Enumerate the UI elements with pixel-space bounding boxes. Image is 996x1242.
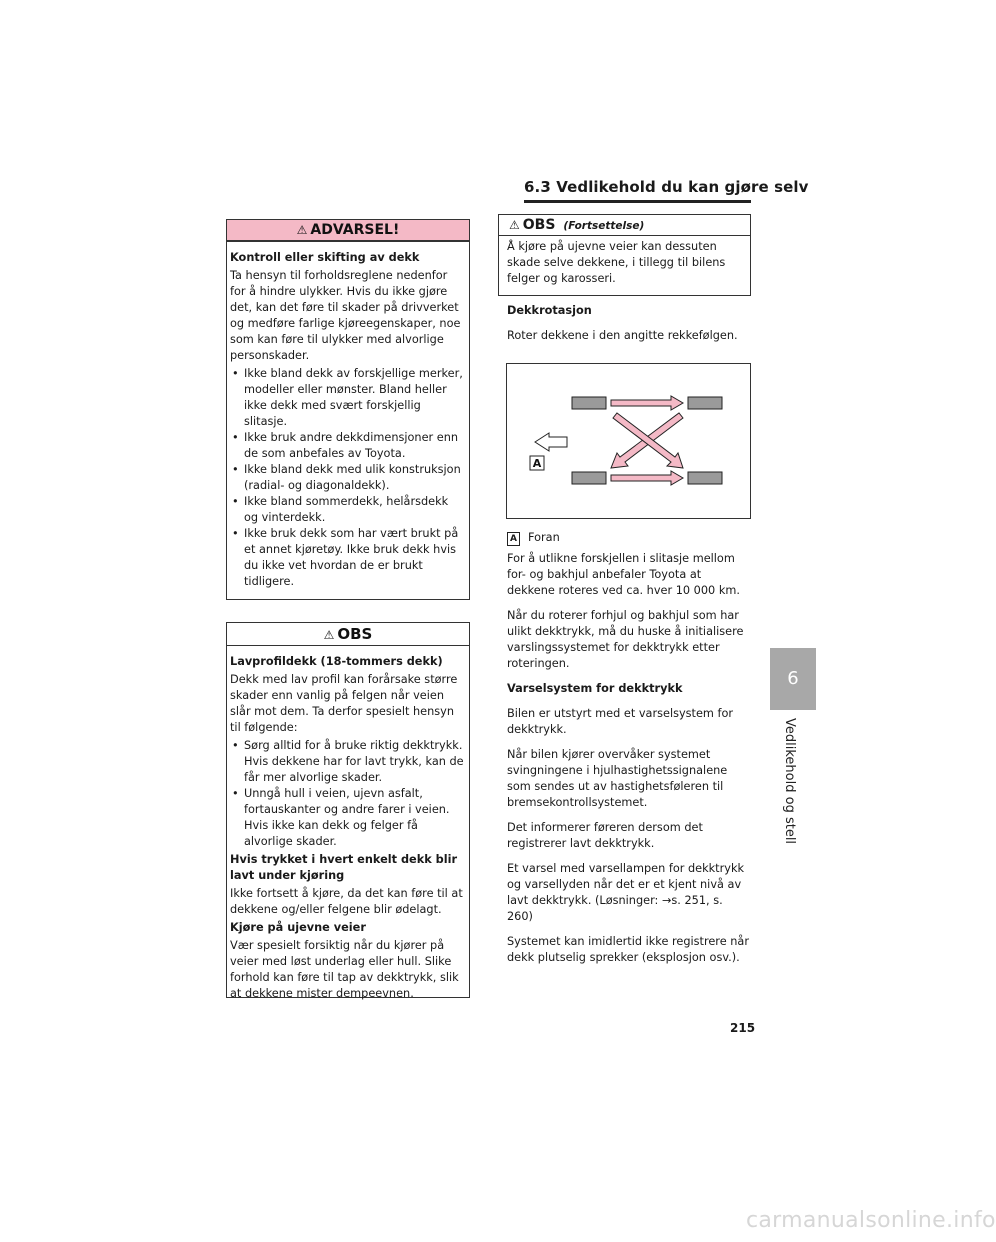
list-item: • Ikke bruk dekk som har vært brukt på et annet kjøretøy. Ikke bruk dekk hvis du ikke vet hvordan de er brukt tidligere. — [230, 526, 465, 590]
rotation-diagram — [507, 364, 750, 518]
arrow-front-to-rear-right — [611, 471, 683, 485]
page-number: 215 — [730, 1021, 756, 1035]
rotation-heading: Dekkrotasjon — [507, 304, 592, 317]
rear-right-tire — [688, 472, 722, 484]
obs-subheading-2: Hvis trykket i hvert enkelt dekk blir lavt under kjøring — [230, 853, 458, 882]
chapter-tab[interactable]: 6 — [770, 648, 816, 710]
obs-continued-box — [498, 214, 751, 296]
obs-continued-header — [499, 215, 750, 236]
obs-paragraph-1: Dekk med lav profil kan forårsake større skader enn vanlig på felgen når veien slår mot dem. Ta derfor spesielt hensyn til følgende: — [230, 673, 458, 734]
legend-text: Foran — [528, 531, 560, 544]
warning-triangle-icon: ⚠ — [296, 223, 308, 237]
legend-label: A — [507, 532, 520, 546]
paragraph: Det informerer føreren dersom det registrerer lavt dekktrykk. — [507, 821, 703, 850]
arrow-front-to-rear-left — [611, 396, 683, 410]
warning-subheading: Kontroll eller skifting av dekk — [230, 251, 420, 264]
chapter-label: Vedlikehold og stell — [782, 718, 797, 845]
warning-system-heading: Varselsystem for dekktrykk — [507, 682, 683, 695]
warning-intro: Ta hensyn til forholdsreglene nedenfor for å hindre ulykker. Hvis du ikke gjøre det, kan det føre til skader på drivverket og medføre farlige kjøreegenskaper, noe som kan føre til ulykker med alvorlige personskader. — [230, 269, 461, 362]
figure-label: A — [532, 457, 542, 470]
section-title: 6.3 Vedlikehold du kan gjøre selv — [524, 178, 809, 196]
obs-bullets — [230, 738, 465, 850]
warning-header — [227, 220, 469, 242]
rear-left-tire — [688, 397, 722, 409]
chapter-label-wrapper — [781, 718, 797, 868]
paragraph: Når du roterer forhjul og bakhjul som har ulikt dekktrykk, må du huske å initialisere varslingssystemet for dekktrykk etter roteringen. — [507, 609, 744, 670]
header-rule — [524, 200, 751, 203]
rotation-text: Roter dekkene i den angitte rekkefølgen. — [507, 329, 738, 342]
paragraph: Et varsel med varsellampen for dekktrykk og varsellyden når det er et kjent nivå av lavt dekktrykk. (Løsninger: →s. 251, s. 260) — [507, 862, 745, 923]
paragraph: Bilen er utstyrt med et varselsystem for dekktrykk. — [507, 707, 734, 736]
warning-heading: ADVARSEL! — [310, 222, 400, 238]
paragraph: Systemet kan imidlertid ikke registrere når dekk plutselig sprekker (eksplosjon osv.). — [507, 935, 749, 964]
obs-paragraph-2: Ikke fortsett å kjøre, da det kan føre til at dekkene og/eller felgene blir ødelagt. — [230, 887, 463, 916]
tire-text-column — [507, 551, 752, 975]
warning-bullets — [230, 366, 465, 590]
front-left-tire — [572, 397, 606, 409]
obs-box — [226, 622, 470, 998]
rotation-section — [507, 303, 752, 353]
obs-continued-text: Å kjøre på ujevne veier kan dessuten skade selve dekkene, i tillegg til bilens felger og karosseri. — [507, 240, 726, 285]
warning-box — [226, 219, 470, 600]
list-item: • Ikke bland dekk med ulik konstruksjon (radial- og diagonaldekk). — [230, 462, 465, 494]
paragraph: Når bilen kjører overvåker systemet svingningene i hjulhastighetssignalene som sendes ut av hastighetsføleren til bremsekontrollsystemet. — [507, 748, 728, 809]
watermark: carmanualsonline.info — [746, 1208, 996, 1233]
legend — [507, 530, 560, 546]
list-item: • Unngå hull i veien, ujevn asfalt, fortauskanter og andre farer i veien. Hvis ikke kan dekk og felger få alvorlige skader. — [230, 786, 465, 850]
continued-label: (Fortsettelse) — [563, 220, 645, 232]
obs-subheading-3: Kjøre på ujevne veier — [230, 921, 366, 934]
obs-subheading-1: Lavprofildekk (18-tommers dekk) — [230, 655, 443, 668]
list-item: • Ikke bruk andre dekkdimensjoner enn de som anbefales av Toyota. — [230, 430, 465, 462]
obs-paragraph-3: Vær spesielt forsiktig når du kjører på veier med løst underlag eller hull. Slike forhold kan føre til tap av dekktrykk, slik at dekkene mister dempeevnen. — [230, 939, 459, 1000]
caution-triangle-icon: ⚠ — [509, 218, 520, 232]
caution-triangle-icon: ⚠ — [323, 628, 335, 642]
front-direction-arrow-icon — [535, 433, 567, 451]
obs-continued-heading: OBS — [522, 217, 556, 233]
list-item: • Ikke bland sommerdekk, helårsdekk og vinterdekk. — [230, 494, 465, 526]
front-right-tire — [572, 472, 606, 484]
rotation-figure — [506, 363, 751, 519]
list-item: • Ikke bland dekk av forskjellige merker, modeller eller mønster. Bland heller ikke dekk med svært forskjellig slitasje. — [230, 366, 465, 430]
paragraph: For å utlikne forskjellen i slitasje mellom for- og bakhjul anbefaler Toyota at dekkene roteres ved ca. hver 10 000 km. — [507, 552, 740, 597]
obs-heading: OBS — [337, 625, 373, 643]
list-item: • Sørg alltid for å bruke riktig dekktrykk. Hvis dekkene har for lavt trykk, kan de får mer alvorlige skader. — [230, 738, 465, 786]
obs-header — [227, 623, 469, 646]
